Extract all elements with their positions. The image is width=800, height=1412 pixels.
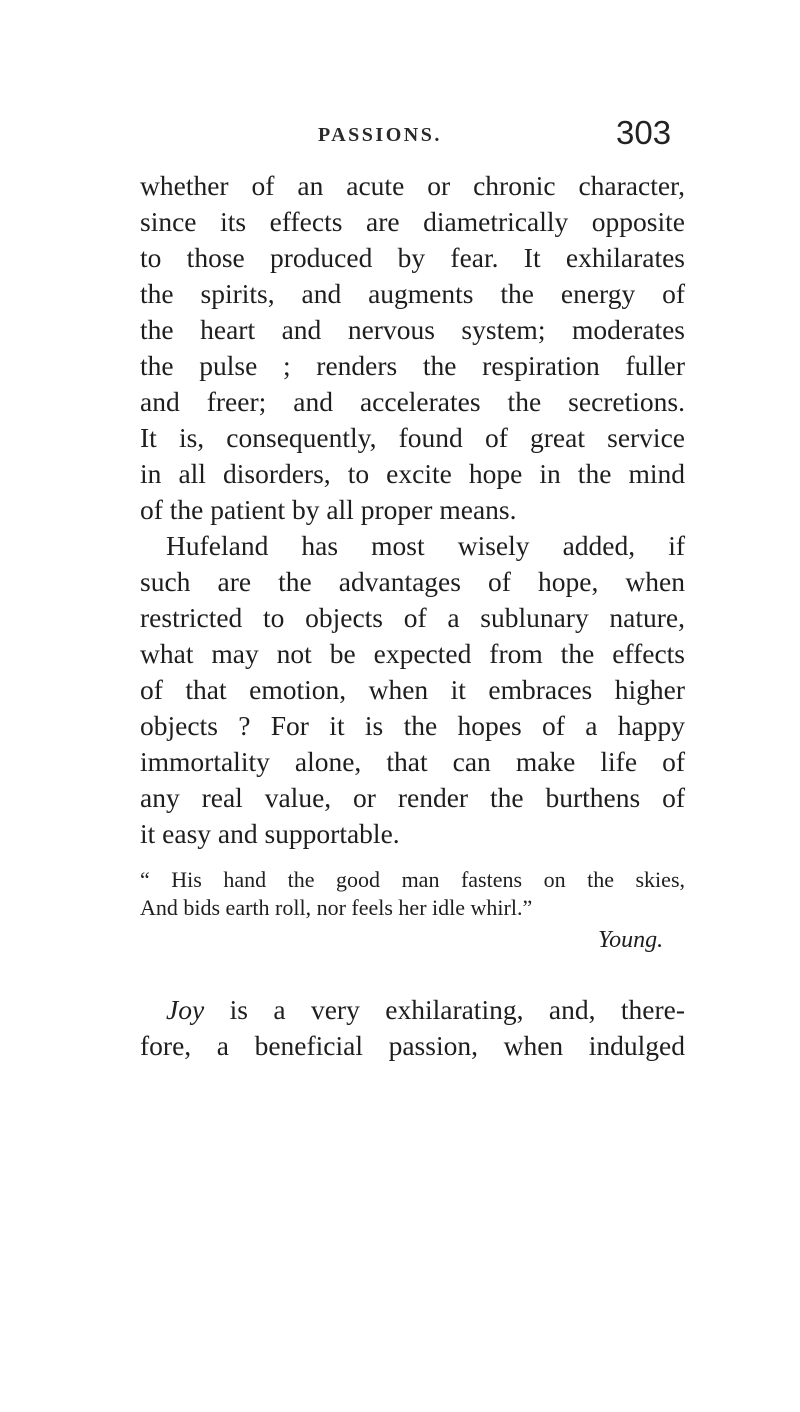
text-line xyxy=(166,992,685,1028)
text-line: restricted to objects of a sublunary nature, xyxy=(140,602,685,633)
text-line: such are the advantages of hope, when xyxy=(140,566,685,597)
quote-attribution: Young. xyxy=(598,927,664,953)
text-line: the heart and nervous system; moderates xyxy=(140,314,685,345)
text-line: of the patient by all proper means. xyxy=(140,494,517,525)
text-line: immortality alone, that can make life of xyxy=(140,746,685,777)
text-fragment: is a very exhilarating, and, there- xyxy=(204,994,685,1025)
text-line: Hufeland has most wisely added, if xyxy=(166,530,685,561)
text-line: in all disorders, to excite hope in the mind xyxy=(140,458,685,489)
text-line: It is, consequently, found of great service xyxy=(140,422,685,453)
text-line: to those produced by fear. It exhilarates xyxy=(140,242,685,273)
quote-line: And bids earth roll, nor feels her idle whirl.” xyxy=(140,895,533,920)
text-line: of that emotion, when it embraces higher xyxy=(140,674,685,705)
running-head: PASSIONS. xyxy=(318,124,442,146)
text-line: whether of an acute or chronic character, xyxy=(140,170,685,201)
page-header xyxy=(0,114,800,158)
quote-line: “ His hand the good man fastens on the skies, xyxy=(140,867,685,892)
emphasized-word: Joy xyxy=(166,994,205,1025)
text-line: the pulse ; renders the respiration fuller xyxy=(140,350,685,381)
text-line: it easy and supportable. xyxy=(140,818,400,849)
text-line: the spirits, and augments the energy of xyxy=(140,278,685,309)
text-line: fore, a beneficial passion, when indulged xyxy=(140,1030,685,1061)
page-number: 303 xyxy=(616,114,672,151)
text-line: any real value, or render the burthens of xyxy=(140,782,685,813)
text-line: objects ? For it is the hopes of a happy xyxy=(140,710,685,741)
text-line: and freer; and accelerates the secretions. xyxy=(140,386,685,417)
text-line: since its effects are diametrically opposite xyxy=(140,206,685,237)
text-line: what may not be expected from the effects xyxy=(140,638,685,669)
